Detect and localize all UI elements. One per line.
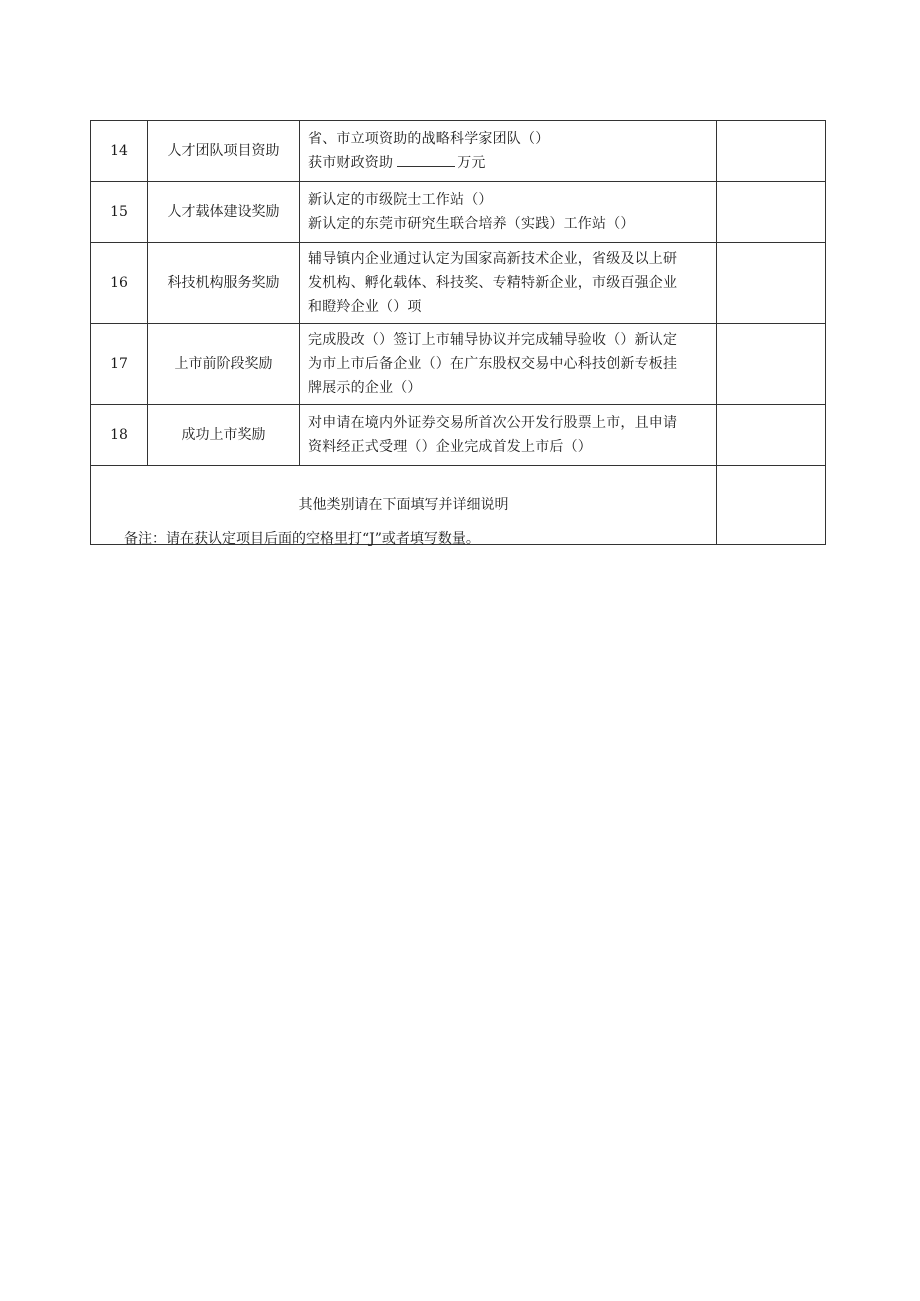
description-line: 对申请在境内外证券交易所首次公开发行股票上市，且申请: [308, 415, 678, 431]
description-line: 辅导镇内企业通过认定为国家高新技术企业，省级及以上研: [308, 251, 678, 267]
description-line: 和瞪羚企业（）项: [308, 299, 422, 315]
description-line: 省、市立项资助的战略科学家团队（）: [308, 131, 550, 147]
row-number: 14: [91, 121, 148, 182]
row-category: 科技机构服务奖励: [148, 243, 300, 324]
amount-blank-field[interactable]: [397, 152, 455, 167]
mark-cell[interactable]: [717, 324, 826, 405]
mark-cell[interactable]: [717, 466, 826, 545]
mark-cell[interactable]: [717, 121, 826, 182]
row-category: 人才团队项目资助: [148, 121, 300, 182]
description-line-with-blank: [308, 151, 714, 175]
description-line: 牌展示的企业（）: [308, 380, 422, 396]
table-row: [91, 405, 826, 466]
row-number: 17: [91, 324, 148, 405]
row-category: 成功上市奖励: [148, 405, 300, 466]
description-line: 新认定的市级院士工作站（）: [308, 192, 493, 208]
description-text: 获市财政资助: [308, 155, 394, 171]
unit-label: 万元: [457, 155, 486, 171]
row-description: [300, 405, 717, 466]
description-line: 发机构、孵化载体、科技奖、专精特新企业，市级百强企业: [308, 275, 678, 291]
footnote: 备注：请在获认定项目后面的空格里打“J”或者填写数量。: [124, 531, 480, 547]
row-number: 18: [91, 405, 148, 466]
mark-cell[interactable]: [717, 243, 826, 324]
row-category: 上市前阶段奖励: [148, 324, 300, 405]
row-description: [300, 182, 717, 243]
mark-cell[interactable]: [717, 182, 826, 243]
table-row: [91, 121, 826, 182]
row-number: 15: [91, 182, 148, 243]
description-line: 资料经正式受理（）企业完成首发上市后（）: [308, 439, 592, 455]
description-line: 新认定的东莞市研究生联合培养（实践）工作站（）: [308, 216, 635, 232]
table-row: [91, 324, 826, 405]
row-number: 16: [91, 243, 148, 324]
other-category-label: 其他类别请在下面填写并详细说明: [91, 466, 717, 545]
description-line: 完成股改（）签订上市辅导协议并完成辅导验收（）新认定: [308, 332, 678, 348]
row-description: [300, 243, 717, 324]
row-description: [300, 121, 717, 182]
description-line: 为市上市后备企业（）在广东股权交易中心科技创新专板挂: [308, 356, 678, 372]
table-row: [91, 182, 826, 243]
mark-cell[interactable]: [717, 405, 826, 466]
row-description: [300, 324, 717, 405]
table-row: [91, 243, 826, 324]
award-form-table: [90, 120, 826, 545]
row-category: 人才载体建设奖励: [148, 182, 300, 243]
